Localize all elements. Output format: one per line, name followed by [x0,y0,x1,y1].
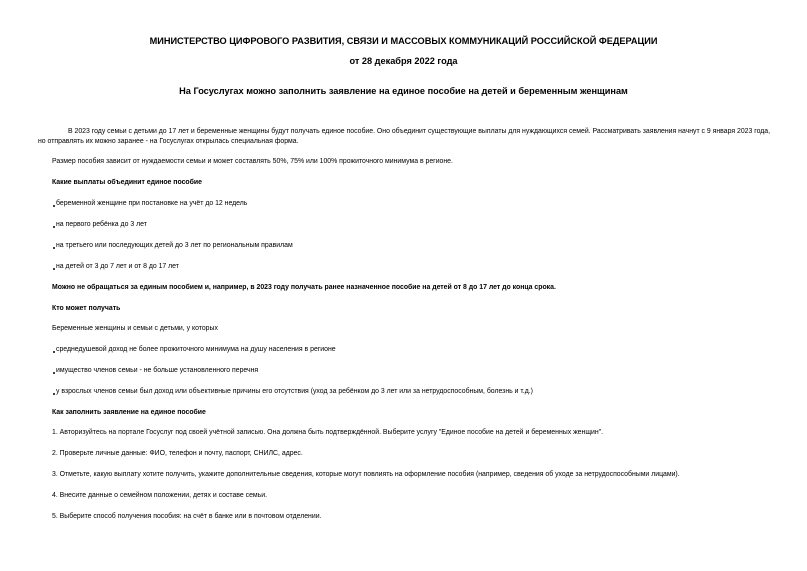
list-item: среднедушевой доход не более прожиточного минимума на душу населения в регионе [56,346,336,353]
step-item: 3. Отметьте, какую выплату хотите получить, укажите дополнительные сведения, которые могут повлиять на оформление пособия (например, сведения об уходе за нетрудоспособными лицами). [52,471,680,478]
note-paragraph: Можно не обращаться за единым пособием и, например, в 2023 году получать ранее назначенное пособие на детей от 8 до 17 лет до конца срока. [52,284,556,291]
step-item: 1. Авторизуйтесь на портале Госуслуг под своей учётной записью. Она должна быть подтверждённой. Выберите услугу "Единое пособие на детей и беременных женщин". [52,429,603,436]
intro-paragraph: В 2023 году семьи с детьми до 17 лет и беременные женщины будут получать единое пособие. Оно объединит существующие выплаты для нуждающихся семей. Рассматривать заявления начнут с 9 января 2023 года, но отправлять их можно заранее - на Госуслугах открылась специальная форма. [38,128,771,145]
ministry-name: МИНИСТЕРСТВО ЦИФРОВОГО РАЗВИТИЯ, СВЯЗИ И МАССОВЫХ КОММУНИКАЦИЙ РОССИЙСКОЙ ФЕДЕРАЦИИ [149,36,658,46]
bullet-icon [53,247,55,249]
bullet-icon [53,372,55,374]
document-title: На Госуслугах можно заполнить заявление на единое пособие на детей и беременным женщинам [179,86,628,96]
bullet-icon [53,205,55,207]
bullet-icon [53,226,55,228]
list-item: на детей от 3 до 7 лет и от 8 до 17 лет [56,263,179,270]
step-item: 2. Проверьте личные данные: ФИО, телефон и почту, паспорт, СНИЛС, адрес. [52,450,303,457]
list-item: на третьего или последующих детей до 3 лет по региональным правилам [56,242,293,249]
bullet-icon [53,268,55,270]
document-date: от 28 декабря 2022 года [349,56,458,66]
list-item: имущество членов семьи - не больше установленного перечня [56,367,259,374]
list-item: беременной женщине при постановке на учёт до 12 недель [56,200,248,207]
who-intro: Беременные женщины и семьи с детьми, у которых [52,325,218,332]
bullet-icon [53,351,55,353]
list-item: у взрослых членов семьи был доход или объективные причины его отсутствия (уход за ребёнком до 3 лет или за нетрудоспособным, болезнь и т.д.) [56,388,533,395]
how-heading: Как заполнить заявление на единое пособие [52,409,206,416]
list-item: на первого ребёнка до 3 лет [56,221,147,228]
who-heading: Кто может получать [52,305,121,312]
step-item: 4. Внесите данные о семейном положении, детях и составе семьи. [52,492,267,499]
bullet-icon [53,393,55,395]
step-item: 5. Выберите способ получения пособия: на счёт в банке или в почтовом отделении. [52,513,322,520]
combine-heading: Какие выплаты объединит единое пособие [52,179,202,186]
size-paragraph: Размер пособия зависит от нуждаемости семьи и может составлять 50%, 75% или 100% прожиточного минимума в регионе. [52,158,453,165]
